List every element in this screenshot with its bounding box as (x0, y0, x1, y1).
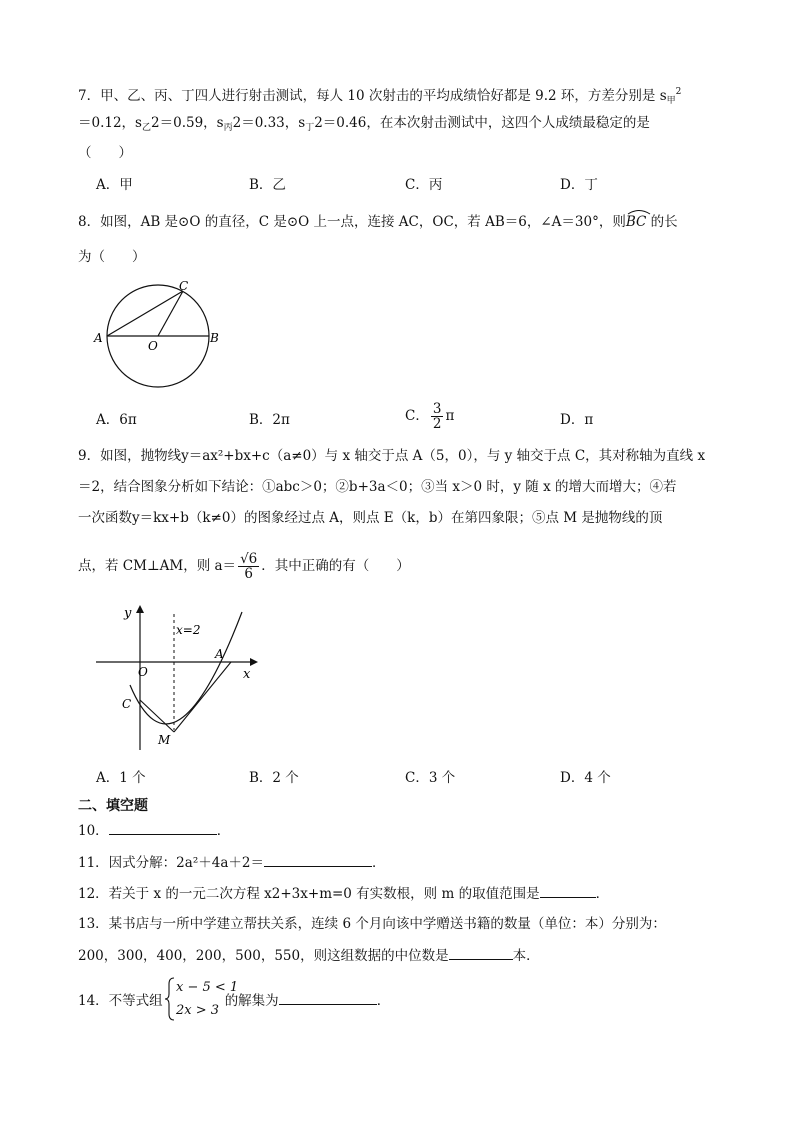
arc-symbol-icon (626, 209, 652, 215)
q8-line1: 8．如图，AB 是⊙O 的直径，C 是⊙O 上一点，连接 AC，OC，若 AB＝6，∠A＝30°，则 BC 的长 (78, 212, 678, 232)
inequality-1: x − 5 < 1 (176, 980, 239, 995)
q9-line4: 点，若 CM⊥AM，则 a＝ $\frac{√6}{6}$ ．其中正确的有（ ） (78, 551, 410, 582)
q9-line2: ＝2，结合图象分析如下结论：①abc＞0；②b+3a＜0；③当 x＞0 时，y 随 x 的增大而增大；④若 (78, 479, 677, 495)
left-brace-icon (164, 976, 176, 1022)
label-x-eq-2: x=2 (176, 623, 201, 637)
q7-line1: 7．甲、乙、丙、丁四人进行射击测试，每人 10 次射击的平均成绩恰好都是 9.2 环，方差分别是 $s_甲^2$ (78, 87, 682, 106)
label-x: x (243, 667, 251, 682)
arc-bc: BC (626, 212, 647, 232)
segment-cm (140, 700, 174, 732)
label-m: M (158, 733, 171, 747)
q8-option-b: B．2π (249, 412, 290, 428)
label-y: y (124, 606, 132, 621)
label-b: B (210, 331, 219, 345)
q14-answer-blank[interactable] (279, 990, 377, 1005)
label-o: O (148, 339, 158, 353)
q9-option-d: D．4 个 (560, 770, 611, 786)
q13-line2: 200，300，400，200，500，550，则这组数据的中位数是 本． (78, 945, 540, 966)
label-a: A (94, 331, 103, 345)
q13-line1: 13．某书店与一所中学建立帮扶关系，连续 6 个月向该中学赠送书籍的数量（单位：本）分别为： (78, 916, 666, 932)
fraction-3-2: $\frac{3}{2}$ (432, 401, 442, 432)
q9-line1: 9．如图，抛物线y＝ax²+bx+c（a≠0）与 x 轴交于点 A（5，0），与 y 轴交于点 C，其对称轴为直线 x (78, 448, 706, 464)
chord-ac (107, 291, 183, 336)
fraction-sqrt6-6: $\frac{√6}{6}$ (240, 551, 258, 582)
q9-option-c: C．3 个 (405, 770, 456, 786)
q8-circle-figure (92, 276, 232, 400)
q9-option-b: B．2 个 (249, 770, 299, 786)
label-c: C (122, 697, 132, 711)
q7-option-b: B．乙 (249, 177, 286, 193)
inequality-2: 2x > 3 (176, 1003, 220, 1018)
q7-option-d: D．丁 (560, 177, 598, 193)
q13-answer-blank[interactable] (449, 945, 513, 960)
label-a: A (215, 647, 224, 661)
q11-line: 11．因式分解：2a²＋4a＋2＝ ． (78, 852, 385, 873)
label-o: O (138, 665, 148, 679)
q10-line: 10． ． (78, 820, 230, 841)
q9-line3: 一次函数y＝kx+b（k≠0）的图象经过点 A，则点 E（k，b）在第四象限；⑤点 M 是抛物线的顶 (78, 510, 663, 526)
q8-option-d: D．π (560, 412, 594, 428)
label-c: C (179, 279, 189, 293)
q7-line2: ＝0.12，$s_乙2=0.59$，$s_丙2=0.33$，$s_丁2=0.46$，在本次射击测试中，这四个人成绩最稳定的是 (78, 115, 650, 133)
q10-answer-blank[interactable] (109, 820, 217, 835)
x-arrow-icon (250, 658, 258, 666)
y-arrow-icon (136, 605, 144, 613)
q7-option-c: C．丙 (405, 177, 443, 193)
section-fill-in-blank-heading: 二、填空题 (78, 798, 148, 814)
q8-option-c: C． $\frac{3}{2}$ π (405, 401, 455, 432)
q8-line2: 为（ ） (78, 249, 146, 265)
q9-parabola-figure (90, 600, 270, 755)
segment-am (174, 662, 231, 732)
q9-option-a: A．1 个 (96, 770, 146, 786)
q12-line: 12．若关于 x 的一元二次方程 x2+3x+m=0 有实数根，则 m 的取值范围是 ． (78, 883, 609, 904)
q14-line: 14．不等式组 的解集为 ． (78, 990, 390, 1011)
q12-answer-blank[interactable] (540, 883, 596, 898)
q8-option-a: A．6π (96, 412, 137, 428)
q11-answer-blank[interactable] (264, 852, 372, 867)
q7-answer-paren: （ ） (78, 145, 132, 161)
q7-option-a: A．甲 (96, 177, 133, 193)
